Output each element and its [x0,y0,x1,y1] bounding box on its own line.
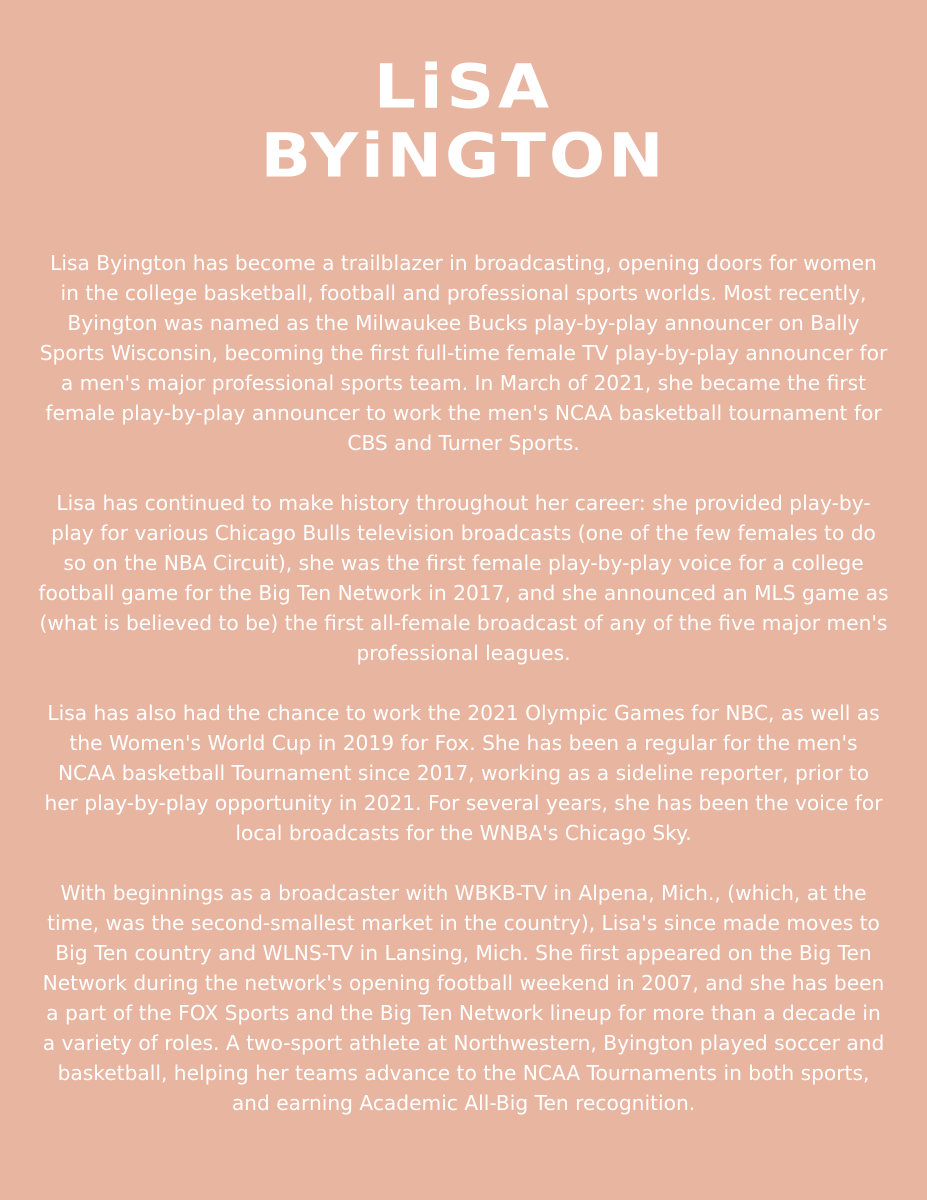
bio-text [38,248,889,1148]
title-last-name: BYiNGTON [260,120,667,192]
bio-paragraph-4: With beginnings as a broadcaster with WBKB-TV in Alpena, Mich., (which, at the time, was the second-smallest market in the country), Lisa's since made moves to Big Ten country and WLNS-TV in Lansing, Mich. She first appeared on the Big Ten Network during the network's opening football weekend in 2007, and she has been a part of the FOX Sports and the Big Ten Network lineup for more than a decade in a variety of roles. A two-sport athlete at Northwestern, Byington played soccer and basketball, helping her teams advance to the NCAA Tournaments in both sports, and earning Academic All-Big Ten recognition. [42,881,885,1115]
bio-paragraph-2: Lisa has continued to make history throughout her career: she provided play-by-play for various Chicago Bulls television broadcasts (one of the few females to do so on the NBA Circuit), she was the first female play-by-play voice for a college football game for the Big Ten Network in 2017, and she announced an MLS game as (what is believed to be) the first all-female broadcast of any of the five major men's professional leagues. [38,491,889,665]
bio-paragraph-1: Lisa Byington has become a trailblazer in broadcasting, opening doors for women in the college basketball, football and professional sports worlds. Most recently, Byington was named as the Milwaukee Bucks play-by-play announcer on Bally Sports Wisconsin, becoming the first full-time female TV play-by-play announcer for a men's major professional sports team. In March of 2021, she became the first female play-by-play announcer to work the men's NCAA basketball tournament for CBS and Turner Sports. [39,251,888,455]
title-first-name: LiSA [373,51,554,123]
bio-paragraph-3: Lisa has also had the chance to work the 2021 Olympic Games for NBC, as well as the Women's World Cup in 2019 for Fox. She has been a regular for the men's NCAA basketball Tournament since 2017, working as a sideline reporter, prior to her play-by-play opportunity in 2021. For several years, she has been the voice for local broadcasts for the WNBA's Chicago Sky. [44,701,883,845]
